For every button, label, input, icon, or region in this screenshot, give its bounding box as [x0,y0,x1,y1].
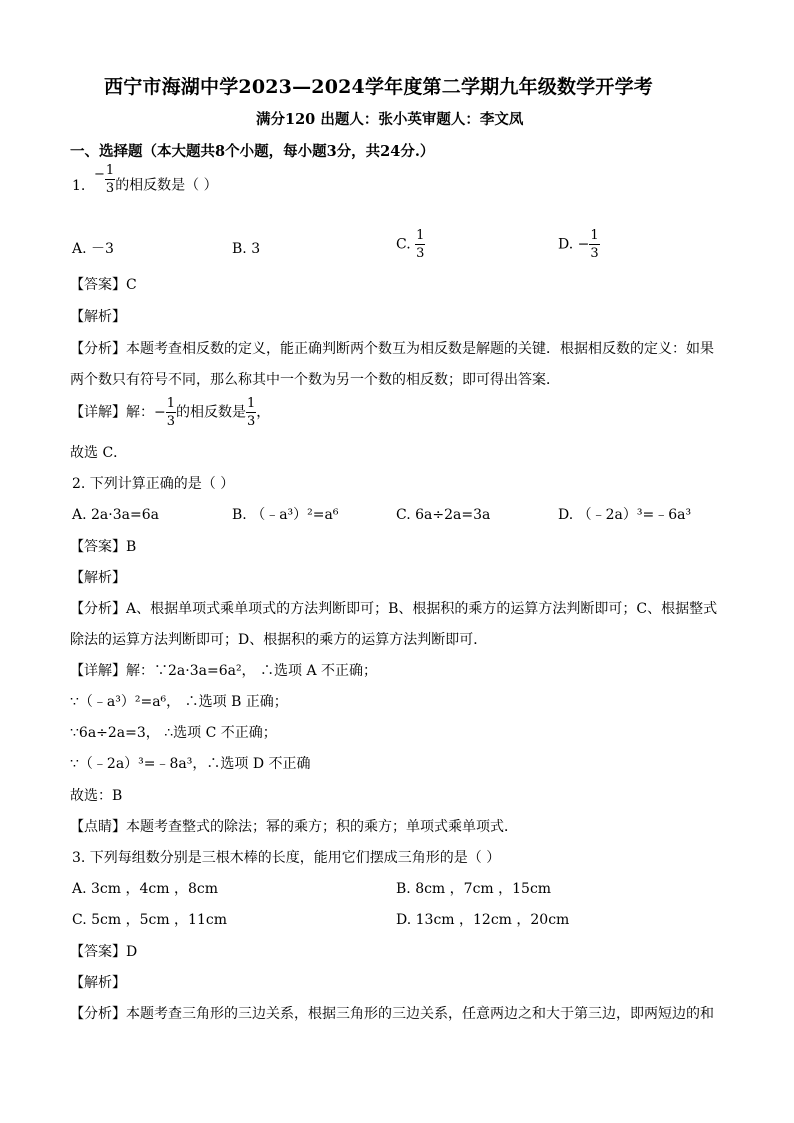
q2-jiexi: 【解析】 [70,570,126,586]
q2-detail-line4: ∵（﹣2a）³=﹣8a³，∴选项 D 不正确 [70,756,311,772]
q1-fenxi-line1: 【分析】本题考查相反数的定义，能正确判断两个数互为相反数是解题的关键．根据相反数的定义：如果 [70,341,714,357]
q2-option-d: D. （﹣2a）³=﹣6a³ [558,507,692,523]
q3-option-c: C. 5cm ，5cm ，11cm [72,912,227,928]
q3-option-a: A. 3cm ，4cm ，8cm [72,881,218,897]
section-heading: 一、选择题（本大题共8个小题，每小题3分，共24分.） [70,143,435,160]
q1-stem: 1.− $\frac{1}{3}$ 的相反数是（ ） [72,163,218,196]
q1-answer: 【答案】C [70,277,137,293]
q2-option-c: C. 6a÷2a=3a [396,507,491,523]
page-subtitle: 满分120 出题人：张小英审题人：李文凤 [256,111,524,128]
q1-fenxi-line2: 两个数只有符号不同，那么称其中一个数为另一个数的相反数；即可得出答案． [70,372,560,388]
q1-option-d: D. − $\frac{1}{3}$ [558,228,599,261]
q2-dianjing: 【点睛】本题考查整式的除法；幂的乘方；积的乘方；单项式乘单项式． [70,819,518,835]
q3-stem: 3. 下列每组数分别是三根木棒的长度，能用它们摆成三角形的是（ ） [72,850,501,866]
q2-option-b: B. （﹣a³）²=a⁶ [232,507,339,523]
q2-answer: 【答案】B [70,539,137,555]
q3-option-b: B. 8cm ，7cm ，15cm [396,881,552,897]
q2-option-a: A. 2a·3a=6a [72,507,159,523]
page-title: 西宁市海湖中学2023—2024学年度第二学期九年级数学开学考 [104,76,653,98]
q1-option-c: C. $\frac{1}{3}$ [396,228,425,261]
q3-answer: 【答案】D [70,944,138,960]
q1-detail: 【详解】解：− $\frac{1}{3}$ 的相反数是 $\frac{1}{3}$ ， [70,396,271,429]
q2-detail-line1: 【详解】解：∵2a·3a=6a²， ∴选项 A 不正确； [70,663,378,679]
q2-stem: 2. 下列计算正确的是（ ） [72,476,235,492]
q2-fenxi-line2: 除法的运算方法判断即可；D、根据积的乘方的运算方法判断即可． [70,632,488,648]
q3-fenxi-line1: 【分析】本题考查三角形的三边关系，根据三角形的三边关系，任意两边之和大于第三边，即两短边的和 [70,1006,714,1022]
q2-detail-line2: ∵（﹣a³）²=a⁶， ∴选项 B 正确； [70,694,288,710]
q1-jiexi: 【解析】 [70,309,126,325]
q2-fenxi-line1: 【分析】A、根据单项式乘单项式的方法判断即可；B、根据积的乘方的运算方法判断即可；C、根据整式 [70,601,718,617]
q1-option-b: B. 3 [232,241,261,257]
q1-option-a: A. －3 [72,241,114,257]
q2-detail-line3: ∵6a÷2a=3， ∴选项 C 不正确； [70,725,277,741]
q3-jiexi: 【解析】 [70,975,126,991]
q3-option-d: D. 13cm ，12cm ，20cm [396,912,570,928]
q1-choose: 故选 C． [70,445,128,461]
q2-choose: 故选：B [70,788,123,804]
